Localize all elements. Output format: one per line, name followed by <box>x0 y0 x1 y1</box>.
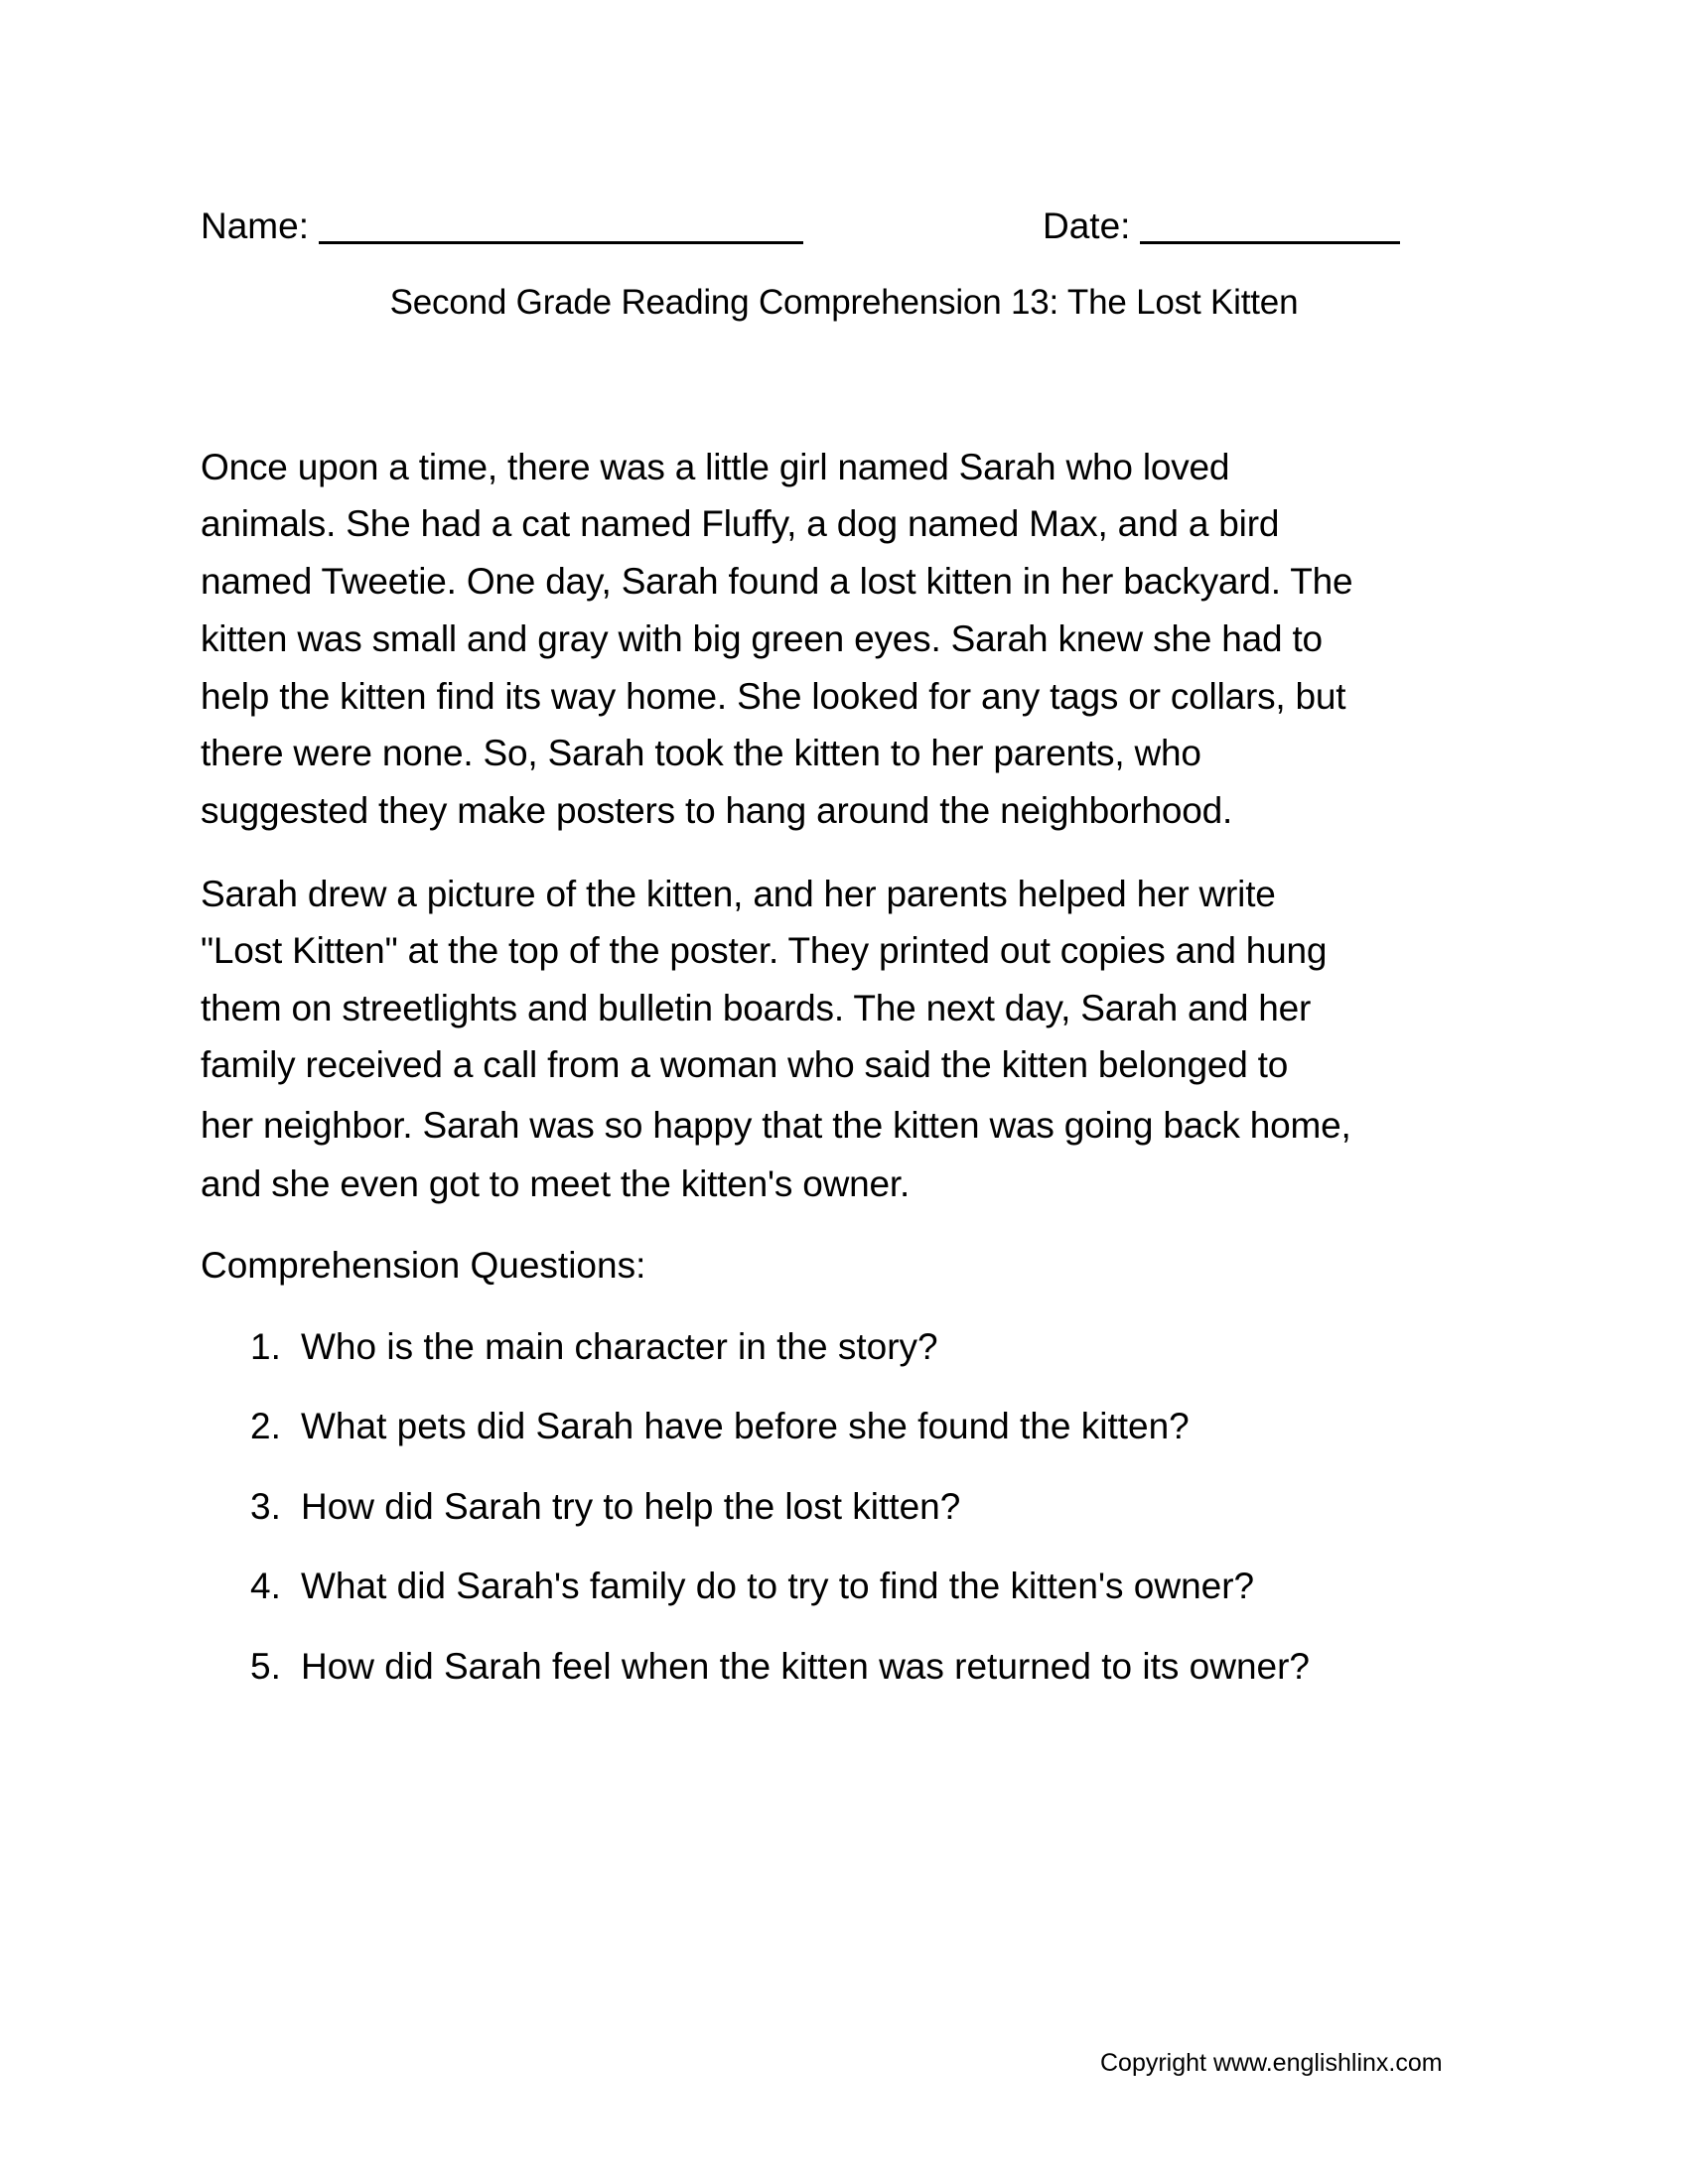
questions-heading: Comprehension Questions: <box>201 1245 646 1286</box>
question-number: 5. <box>250 1646 281 1687</box>
date-blank-line[interactable] <box>1140 211 1400 244</box>
question-text: What pets did Sarah have before she found the kitten? <box>301 1406 1190 1446</box>
story-line: help the kitten find its way home. She looked for any tags or collars, but <box>201 676 1346 717</box>
worksheet-title: Second Grade Reading Comprehension 13: The Lost Kitten <box>389 283 1299 322</box>
question-number: 4. <box>250 1566 281 1606</box>
story-line: them on streetlights and bulletin boards. The next day, Sarah and her <box>201 988 1312 1028</box>
question-text: What did Sarah's family do to try to find the kitten's owner? <box>301 1566 1255 1606</box>
question-item-3 <box>250 1485 960 1529</box>
story-line: and she even got to meet the kitten's owner. <box>201 1163 911 1204</box>
question-item-5 <box>250 1645 1310 1689</box>
story-line: suggested they make posters to hang around the neighborhood. <box>201 790 1233 831</box>
copyright-footer: Copyright www.englishlinx.com <box>1100 2049 1443 2077</box>
name-field <box>201 205 803 248</box>
story-line: Once upon a time, there was a little girl named Sarah who loved <box>201 447 1230 487</box>
date-field <box>1043 205 1400 248</box>
question-number: 2. <box>250 1406 281 1446</box>
story-line: animals. She had a cat named Fluffy, a dog named Max, and a bird <box>201 503 1280 544</box>
question-item-4 <box>250 1565 1254 1608</box>
date-label: Date: <box>1043 205 1131 246</box>
story-line: there were none. So, Sarah took the kitten to her parents, who <box>201 733 1201 773</box>
story-line: family received a call from a woman who said the kitten belonged to <box>201 1044 1289 1085</box>
question-text: How did Sarah try to help the lost kitten? <box>301 1486 961 1527</box>
question-item-2 <box>250 1405 1190 1448</box>
story-line: Sarah drew a picture of the kitten, and her parents helped her write <box>201 874 1276 914</box>
question-text: Who is the main character in the story? <box>301 1326 938 1367</box>
question-number: 1. <box>250 1326 281 1367</box>
story-line: named Tweetie. One day, Sarah found a lost kitten in her backyard. The <box>201 561 1353 602</box>
story-line: kitten was small and gray with big green eyes. Sarah knew she had to <box>201 618 1323 659</box>
story-line: her neighbor. Sarah was so happy that the kitten was going back home, <box>201 1105 1351 1146</box>
name-blank-line[interactable] <box>319 211 803 244</box>
question-text: How did Sarah feel when the kitten was returned to its owner? <box>301 1646 1311 1687</box>
story-line: "Lost Kitten" at the top of the poster. They printed out copies and hung <box>201 930 1328 971</box>
question-item-1 <box>250 1325 938 1369</box>
question-number: 3. <box>250 1486 281 1527</box>
name-label: Name: <box>201 205 309 246</box>
